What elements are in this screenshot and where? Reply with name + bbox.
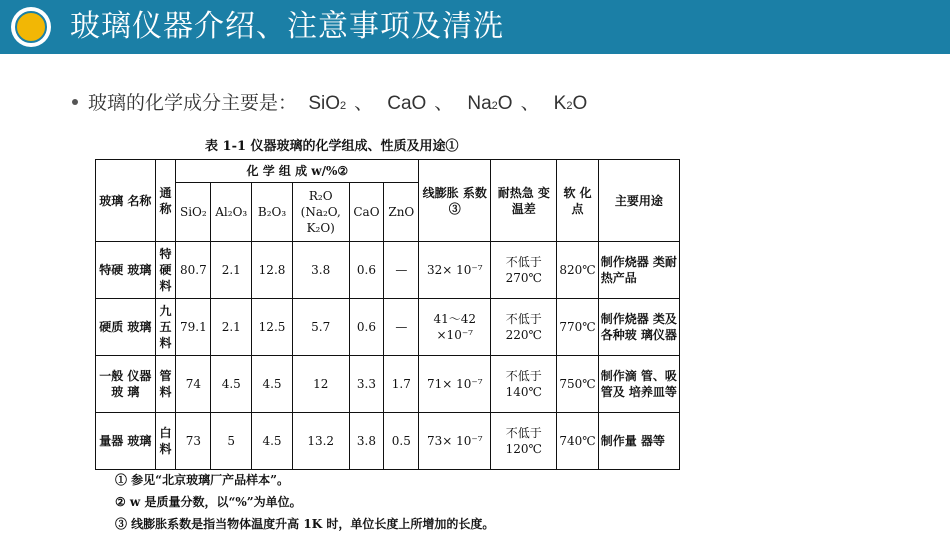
header-softening: 软 化 点 [557,160,598,242]
header-al2o3: Al₂O₃ [211,183,252,242]
header-expansion: 线膨胀 系数③ [419,160,491,242]
separator: 、 [354,92,374,114]
bullet-composition [72,88,587,115]
formula-cao: CaO [387,93,427,114]
header-r2o: R₂O (Na₂O, K₂O) [292,183,349,242]
slide-title: 玻璃仪器介绍、注意事项及清洗 [70,9,504,44]
separator: 、 [434,92,454,114]
header-name: 玻璃 名称 [96,160,156,242]
note-3: ③ 线膨胀系数是指当物体温度升高 1K 时，单位长度上所增加的长度。 [115,517,495,531]
formula-sio2: SiO2 [308,93,347,114]
header-zno: ZnO [384,183,419,242]
note-1: ① 参见“北京玻璃厂产品样本”。 [115,473,289,487]
table-caption: 表 1-1 仪器玻璃的化学组成、性质及用途① [205,139,459,154]
table-row: 硬质 玻璃 九 五 料 79.1 2.1 12.5 5.7 0.6 — 41～42 ×10⁻⁷ 不低于 220℃ 770℃ 制作烧器 类及各种玻 璃仪器 [96,299,680,356]
table-row: 特硬 玻璃 特 硬 料 80.7 2.1 12.8 3.8 0.6 — 32× 10⁻⁷ 不低于 270℃ 820℃ 制作烧器 类耐热产品 [96,242,680,299]
composition-table [95,159,680,470]
formula-na2o: Na2O [467,93,513,114]
header-heat: 耐热急 变温差 [491,160,557,242]
header-sio2: SiO₂ [176,183,211,242]
header-cao: CaO [349,183,384,242]
header-b2o3: B₂O₃ [252,183,293,242]
note-2: ② w 是质量分数，以“%”为单位。 [115,495,302,509]
bullet-text: 玻璃的化学成分主要是： [88,92,298,114]
header-composition: 化 学 组 成 w/%② [176,160,419,183]
header-common: 通 称 [155,160,176,242]
bullet-dot-icon [72,99,78,105]
header-usage: 主要用途 [598,160,679,242]
table-row: 量器 玻璃 白 料 73 5 4.5 13.2 3.8 0.5 73× 10⁻⁷ 不低于 120℃ 740℃ 制作量 器等 [96,413,680,470]
table-row: 一般 仪器玻 璃 管 料 74 4.5 4.5 12 3.3 1.7 71× 10⁻⁷ 不低于 140℃ 750℃ 制作滴 管、吸管及 培养皿等 [96,356,680,413]
glass-composition-table-image [85,133,680,533]
formula-k2o: K2O [553,93,588,114]
separator: 、 [520,92,540,114]
title-bar [0,0,950,54]
circle-logo-icon [11,7,51,47]
table-notes [115,469,494,535]
